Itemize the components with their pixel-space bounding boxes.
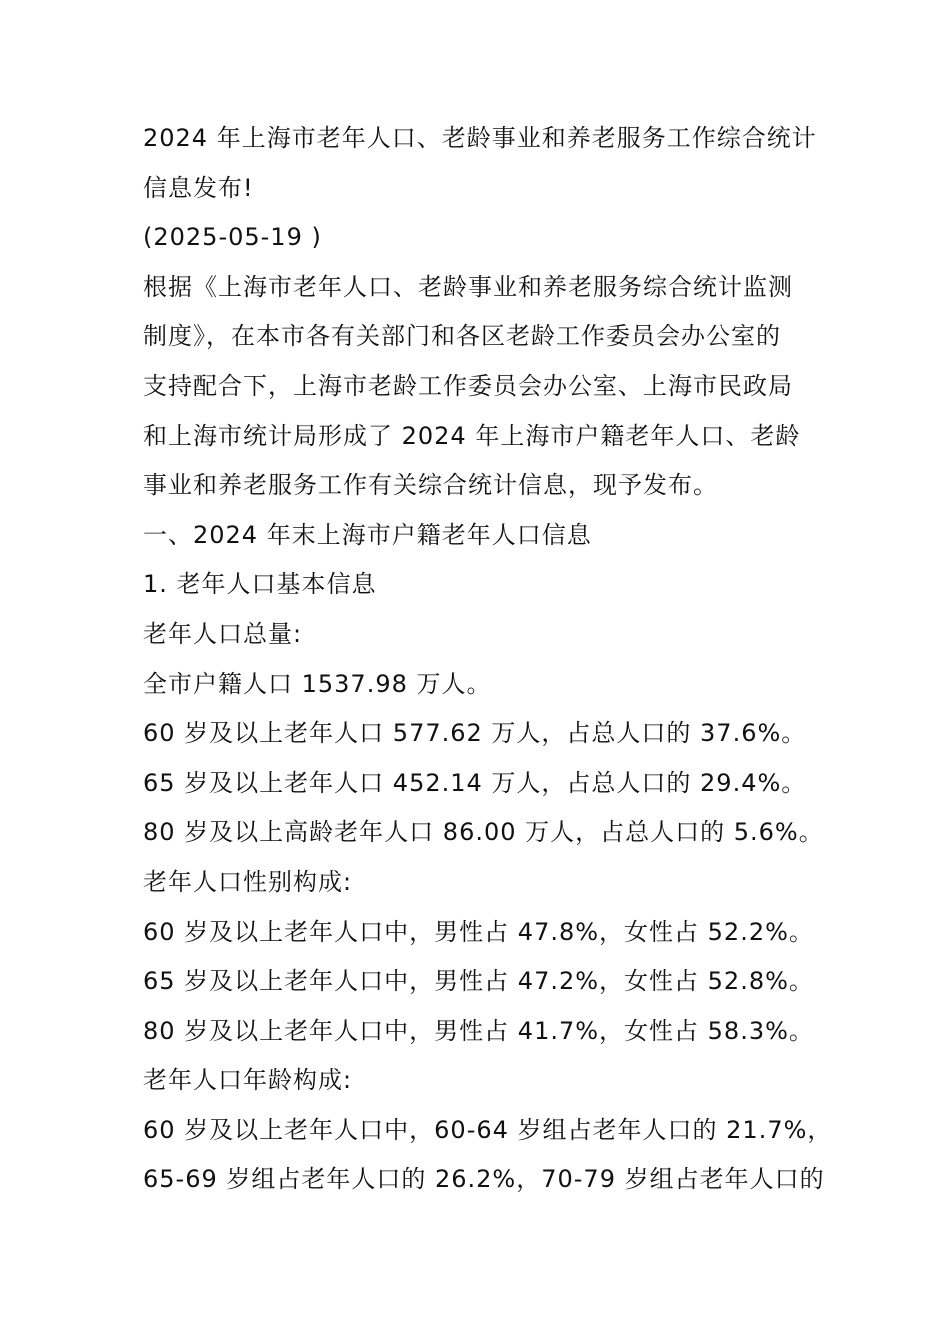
topic-heading: 老年人口性别构成: [143,867,353,896]
stat-line: 60 岁及以上老年人口 577.62 万人，占总人口的 37.6%。 [143,719,807,748]
subsection-heading: 1. 老年人口基本信息 [143,570,377,599]
paragraph-line: 事业和养老服务工作有关综合统计信息，现予发布。 [143,471,718,500]
stat-line: 80 岁及以上老年人口中，男性占 41.7%，女性占 58.3%。 [143,1016,814,1045]
stat-line: 60 岁及以上老年人口中，60-64 岁组占老年人口的 21.7%， [143,1115,833,1144]
section-heading: 一、2024 年末上海市户籍老年人口信息 [143,520,592,549]
document-body [143,114,833,1205]
title-line-1: 2024 年上海市老年人口、老龄事业和养老服务工作综合统计 [143,124,817,152]
publish-date: (2025-05-19 ) [143,223,322,252]
paragraph-line: 支持配合下，上海市老龄工作委员会办公室、上海市民政局 [143,371,793,400]
topic-heading: 老年人口总量: [143,619,303,648]
stat-line: 65-69 岁组占老年人口的 26.2%，70-79 岁组占老年人口的 [143,1165,825,1194]
title-line-2: 信息发布! [143,173,254,202]
stat-line: 60 岁及以上老年人口中，男性占 47.8%，女性占 52.2%。 [143,917,814,946]
paragraph-line: 制度》，在本市各有关部门和各区老龄工作委员会办公室的 [143,322,781,351]
paragraph-line: 根据《上海市老年人口、老龄事业和养老服务综合统计监测 [143,272,793,301]
topic-heading: 老年人口年龄构成: [143,1066,353,1095]
paragraph-line: 和上海市统计局形成了 2024 年上海市户籍老年人口、老龄 [143,421,801,450]
stat-line: 65 岁及以上老年人口中，男性占 47.2%，女性占 52.8%。 [143,967,814,996]
stat-line: 80 岁及以上高龄老年人口 86.00 万人，占总人口的 5.6%。 [143,818,824,847]
stat-line: 全市户籍人口 1537.98 万人。 [143,669,492,698]
stat-line: 65 岁及以上老年人口 452.14 万人，占总人口的 29.4%。 [143,768,807,797]
